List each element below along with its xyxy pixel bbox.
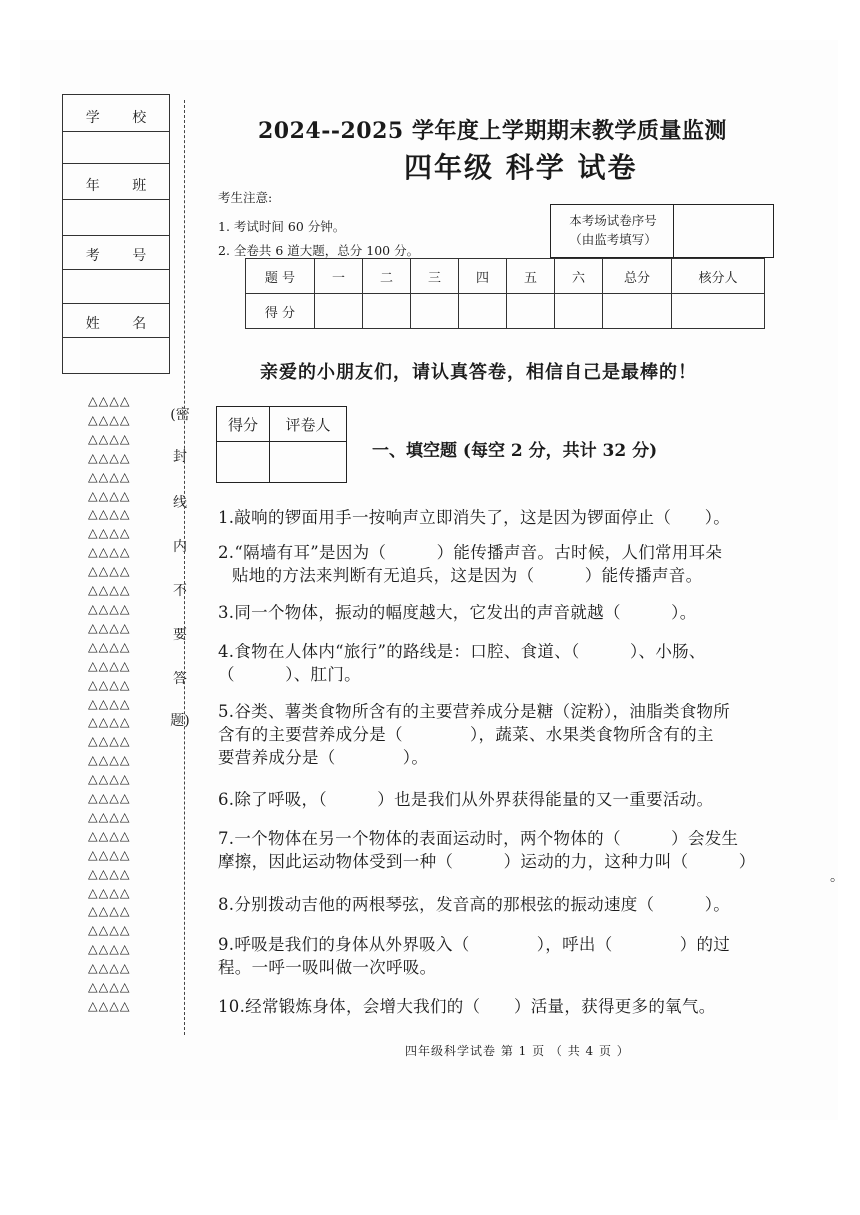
triangle-row: △△△△ [88,998,131,1013]
triangle-row: △△△△ [88,600,131,616]
serial-label [557,211,669,249]
triangle-row: △△△△ [88,544,131,560]
section-grader-box [216,406,347,483]
triangle-row: △△△△ [88,941,131,957]
triangle-row: △△△△ [88,922,131,938]
question-line: （ ）、肛门。 [218,665,361,684]
notice-heading: 考生注意: [218,190,273,205]
triangle-row: △△△△ [88,733,131,749]
question-line: 摩擦，因此运动物体受到一种（ ）运动的力，这种力叫（ ） [218,852,756,871]
page-footer: 四年级科学试卷 第 1 页 （ 共 4 页 ） [405,1044,630,1058]
grader-name-label: 评卷人 [270,407,347,442]
score-input-cell[interactable] [315,294,363,329]
seal-char: 要 [173,627,187,643]
triangle-row: △△△△ [88,525,131,541]
score-table [245,258,765,329]
question-line: 6.除了呼吸，（ ）也是我们从外界获得能量的又一重要活动。 [218,790,714,809]
triangle-row: △△△△ [88,449,131,465]
triangle-row: △△△△ [88,865,131,881]
divider [63,337,169,338]
seal-char: 不 [173,583,187,599]
question-line: 10.经常锻炼身体，会增大我们的（ ）活量，获得更多的氧气。 [218,997,716,1016]
triangle-row: △△△△ [88,393,131,408]
seal-char: 题) [170,713,190,729]
score-table-score-row [246,294,765,329]
score-table-header-row [246,259,765,294]
question-item [218,933,830,979]
grader-score-cell[interactable] [217,442,270,483]
exam-title: 2024--2025 学年度上学期期末教学质量监测 [258,118,727,144]
question-item [218,506,830,529]
serial-label-line: 本考场试卷序号 [569,213,657,228]
score-input-cell[interactable] [603,294,672,329]
score-input-cell[interactable] [507,294,555,329]
question-line: 8.分别拨动吉他的两根琴弦，发音高的那根弦的振动速度（ ）。 [218,895,731,914]
encouragement-slogan: 亲爱的小朋友们，请认真答卷，相信自己是最棒的！ [260,362,697,383]
divider [63,199,169,200]
table-cell: 一 [315,259,363,294]
question-item [218,640,830,686]
table-cell: 核分人 [672,259,765,294]
divider [63,235,169,236]
stray-mark: 。 [830,869,844,885]
seal-dashed-line [184,100,185,1035]
question-line: 9.呼吸是我们的身体从外界吸入（ ），呼出（ ）的过 [218,935,731,954]
question-line: 5.谷类、薯类食物所含有的主要营养成分是糖（淀粉），油脂类食物所 [218,702,731,721]
question-item [218,700,830,769]
score-input-cell[interactable] [555,294,603,329]
table-cell: 得 分 [246,294,315,329]
seal-char: 封 [173,449,187,465]
paper-serial-box [550,204,774,258]
seal-char: 内 [173,539,187,555]
triangle-row: △△△△ [88,903,131,919]
section-title: 一、填空题 (每空 2 分，共计 32 分) [372,441,658,461]
school-label: 学 校 [85,110,161,126]
triangle-row: △△△△ [88,960,131,976]
question-line: 程。一呼一吸叫做一次呼吸。 [218,958,437,977]
seal-char: (密 [170,407,190,423]
triangle-row: △△△△ [88,827,131,843]
triangle-row: △△△△ [88,506,131,522]
class-label: 年 班 [85,178,161,194]
table-cell: 三 [411,259,459,294]
triangle-row: △△△△ [88,582,131,598]
name-label: 姓 名 [85,316,161,332]
triangle-row: △△△△ [88,752,131,768]
triangle-row: △△△△ [88,846,131,862]
seal-char: 答 [173,671,187,687]
question-item [218,788,830,811]
divider [673,205,674,257]
triangle-row: △△△△ [88,468,131,484]
notice-item: 2. 全卷共 6 道大题，总分 100 分。 [218,243,420,258]
question-line: 贴地的方法来判断有无追兵，这是因为（ ）能传播声音。 [232,566,703,585]
triangle-row: △△△△ [88,790,131,806]
triangle-row: △△△△ [88,979,131,995]
notice-item: 1. 考试时间 60 分钟。 [218,219,346,234]
triangle-row: △△△△ [88,657,131,673]
triangle-row: △△△△ [88,884,131,900]
divider [63,269,169,270]
question-item [218,893,830,916]
question-item [218,995,830,1018]
question-line: 1.敲响的锣面用手一按响声立即消失了，这是因为锣面停止（ ）。 [218,508,731,527]
triangle-row: △△△△ [88,563,131,579]
table-cell: 二 [363,259,411,294]
table-cell: 四 [459,259,507,294]
score-input-cell[interactable] [411,294,459,329]
score-input-cell[interactable] [363,294,411,329]
question-line: 4.食物在人体内“旅行”的路线是：口腔、食道、（ ）、小肠、 [218,642,706,661]
question-line: 要营养成分是（ ）。 [218,748,429,767]
question-line: 7.一个物体在另一个物体的表面运动时，两个物体的（ ）会发生 [218,829,739,848]
question-line: 含有的主要营养成分是（ ），蔬菜、水果类食物所含有的主 [218,725,714,744]
triangle-row: △△△△ [88,638,131,654]
triangle-row: △△△△ [88,430,131,446]
serial-label-line: （由监考填写） [569,232,657,247]
table-cell: 六 [555,259,603,294]
triangle-row: △△△△ [88,411,131,427]
question-item [218,601,830,624]
question-line: 2.“隔墙有耳”是因为（ ）能传播声音。古时候，人们常用耳朵 [218,543,723,562]
question-line: 3.同一个物体，振动的幅度越大，它发出的声音就越（ ）。 [218,603,697,622]
exam-subtitle: 四年级 科学 试卷 [404,151,638,184]
score-input-cell[interactable] [459,294,507,329]
triangle-row: △△△△ [88,771,131,787]
grader-name-cell[interactable] [270,442,347,483]
divider [63,163,169,164]
triangle-row: △△△△ [88,676,131,692]
triangle-row: △△△△ [88,714,131,730]
triangle-pattern [88,392,168,1016]
student-info-box [62,94,170,374]
seal-char: 线 [173,495,187,511]
triangle-row: △△△△ [88,808,131,824]
question-item [218,827,830,873]
score-input-cell[interactable] [672,294,765,329]
grader-score-label: 得分 [217,407,270,442]
table-cell: 五 [507,259,555,294]
triangle-row: △△△△ [88,619,131,635]
divider [63,131,169,132]
question-item [218,541,830,587]
exam-number-label: 考 号 [85,248,161,264]
divider [63,303,169,304]
table-cell: 总分 [603,259,672,294]
table-cell: 题 号 [246,259,315,294]
triangle-row: △△△△ [88,695,131,711]
triangle-row: △△△△ [88,487,131,503]
